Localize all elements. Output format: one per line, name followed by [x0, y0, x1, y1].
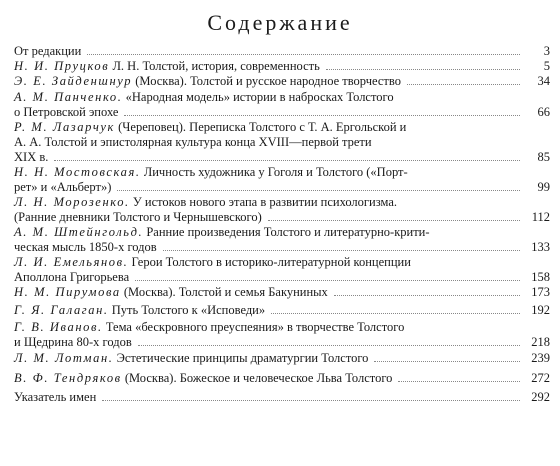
toc-entry-line: [14, 210, 550, 225]
toc-entry: [14, 371, 550, 386]
toc-entry-line: [14, 225, 550, 240]
entry-title-text: Эстетические принципы драматургии Толстого: [116, 351, 369, 365]
toc-entry: [14, 44, 550, 59]
toc-entry: [14, 195, 550, 225]
toc-entry-line: [14, 195, 550, 210]
toc-entry: [14, 320, 550, 350]
entry-title-text: Аполлона Григорьева: [14, 270, 130, 284]
entry-title-text: Личность художника у Гоголя и Толстого («Порт-: [143, 165, 408, 179]
entry-page-number: 112: [531, 210, 550, 224]
toc-entry: [14, 225, 550, 255]
entry-title-text: От редакции: [14, 44, 82, 58]
toc-entry-line: [14, 255, 550, 270]
entry-page-number: 3: [543, 44, 550, 58]
dot-leader: [374, 361, 520, 362]
dot-leader: [398, 381, 520, 382]
toc-entry-line: [14, 240, 550, 255]
dot-leader: [268, 220, 520, 221]
entry-page-number: 239: [531, 351, 550, 365]
toc-entry-line: [14, 371, 550, 386]
toc-entry-line: [14, 285, 550, 300]
toc-entry: [14, 390, 550, 405]
dot-leader: [407, 84, 520, 85]
toc-entry: [14, 351, 550, 366]
toc-entry-line: [14, 59, 550, 74]
entry-title-text: (Москва). Толстой и семья Бакуниных: [123, 285, 328, 299]
entry-title-text: (Москва). Божеское и человеческое Льва Толстого: [124, 371, 393, 385]
toc-entry-line: [14, 90, 550, 105]
toc-entry-line: [14, 150, 550, 165]
entry-author: Н. Н. Мостовская.: [14, 165, 141, 179]
dot-leader: [326, 69, 520, 70]
entry-title-text: (Ранние дневники Толстого и Чернышевского): [14, 210, 262, 224]
entry-title-text: Л. Н. Толстой, история, современность: [112, 59, 320, 73]
page-title: Содержание: [207, 10, 353, 35]
entry-title-text: ческая мысль 1850-х годов: [14, 240, 157, 254]
toc-entry: [14, 285, 550, 300]
toc-entry-line: [14, 351, 550, 366]
entry-title-text: Путь Толстого к «Исповеди»: [111, 303, 266, 317]
entry-author: Г. Я. Галаган.: [14, 303, 109, 317]
entry-title-text: Герои Толстого в историко-литературной концепции: [131, 255, 411, 269]
dot-leader: [117, 190, 520, 191]
entry-author: Э. Е. Зайденшнур: [14, 74, 133, 88]
entry-page-number: 272: [531, 371, 550, 385]
entry-author: Л. М. Лотман.: [14, 351, 114, 365]
toc-entry-line: [14, 335, 550, 350]
toc-entry-line: [14, 44, 550, 59]
toc-entry-line: [14, 180, 550, 195]
dot-leader: [124, 115, 520, 116]
dot-leader: [54, 160, 520, 161]
entry-page-number: 133: [531, 240, 550, 254]
entry-page-number: 158: [531, 270, 550, 284]
dot-leader: [102, 400, 520, 401]
entry-page-number: 34: [537, 74, 550, 88]
entry-author: Г. В. Иванов.: [14, 320, 103, 334]
entry-title-text: и Щедрина 80-х годов: [14, 335, 132, 349]
toc-entry: [14, 165, 550, 195]
toc-entry: [14, 255, 550, 285]
dot-leader: [138, 345, 520, 346]
toc-entry: [14, 120, 550, 165]
toc-entry: [14, 74, 550, 89]
toc-entry-line: [14, 135, 550, 150]
toc-entry-line: [14, 390, 550, 405]
entry-title-text: А. А. Толстой и эпистолярная культура конца XVIII—первой трети: [14, 135, 372, 149]
entry-title-text: XIX в.: [14, 150, 49, 164]
entry-author: Н. И. Пруцков: [14, 59, 110, 73]
dot-leader: [271, 313, 520, 314]
entry-title-text: У истоков нового этапа в развитии психологизма.: [132, 195, 397, 209]
entry-page-number: 66: [537, 105, 550, 119]
entry-page-number: 85: [537, 150, 550, 164]
dot-leader: [334, 295, 520, 296]
entry-author: Л. Н. Морозенко.: [14, 195, 130, 209]
entry-page-number: 5: [543, 59, 550, 73]
toc-entry-line: [14, 165, 550, 180]
toc-entry-line: [14, 270, 550, 285]
toc-entry: [14, 303, 550, 318]
entry-page-number: 99: [537, 180, 550, 194]
entry-author: Р. М. Лазарчук: [14, 120, 115, 134]
entry-author: А. М. Штейнгольд.: [14, 225, 144, 239]
entry-author: В. Ф. Тендряков: [14, 371, 122, 385]
entry-author: Л. И. Емельянов.: [14, 255, 129, 269]
entry-title-text: Тема «бескровного преуспеяния» в творчестве Толстого: [105, 320, 405, 334]
toc-entry: [14, 90, 550, 120]
entry-author: Н. М. Пирумова: [14, 285, 121, 299]
toc-entry-line: [14, 120, 550, 135]
entry-page-number: 192: [531, 303, 550, 317]
dot-leader: [135, 280, 520, 281]
dot-leader: [87, 54, 520, 55]
entry-title-text: (Череповец). Переписка Толстого с Т. А. Ергольской и: [118, 120, 407, 134]
entry-title-text: о Петровской эпохе: [14, 105, 119, 119]
toc-entry-line: [14, 303, 550, 318]
entry-title-text: (Москва). Толстой и русское народное творчество: [135, 74, 401, 88]
entry-page-number: 218: [531, 335, 550, 349]
toc-entry-line: [14, 74, 550, 89]
toc-entry: [14, 59, 550, 74]
toc-entry-line: [14, 105, 550, 120]
toc-entry-line: [14, 320, 550, 335]
entry-title-text: «Народная модель» истории в набросках Толстого: [125, 90, 394, 104]
dot-leader: [163, 250, 520, 251]
entry-title-text: Указатель имен: [14, 390, 97, 404]
entry-title-text: рет» и «Альберт»): [14, 180, 112, 194]
entry-author: А. М. Панченко.: [14, 90, 123, 104]
entry-page-number: 292: [531, 390, 550, 404]
entry-title-text: Ранние произведения Толстого и литературно-крити-: [146, 225, 430, 239]
entry-page-number: 173: [531, 285, 550, 299]
